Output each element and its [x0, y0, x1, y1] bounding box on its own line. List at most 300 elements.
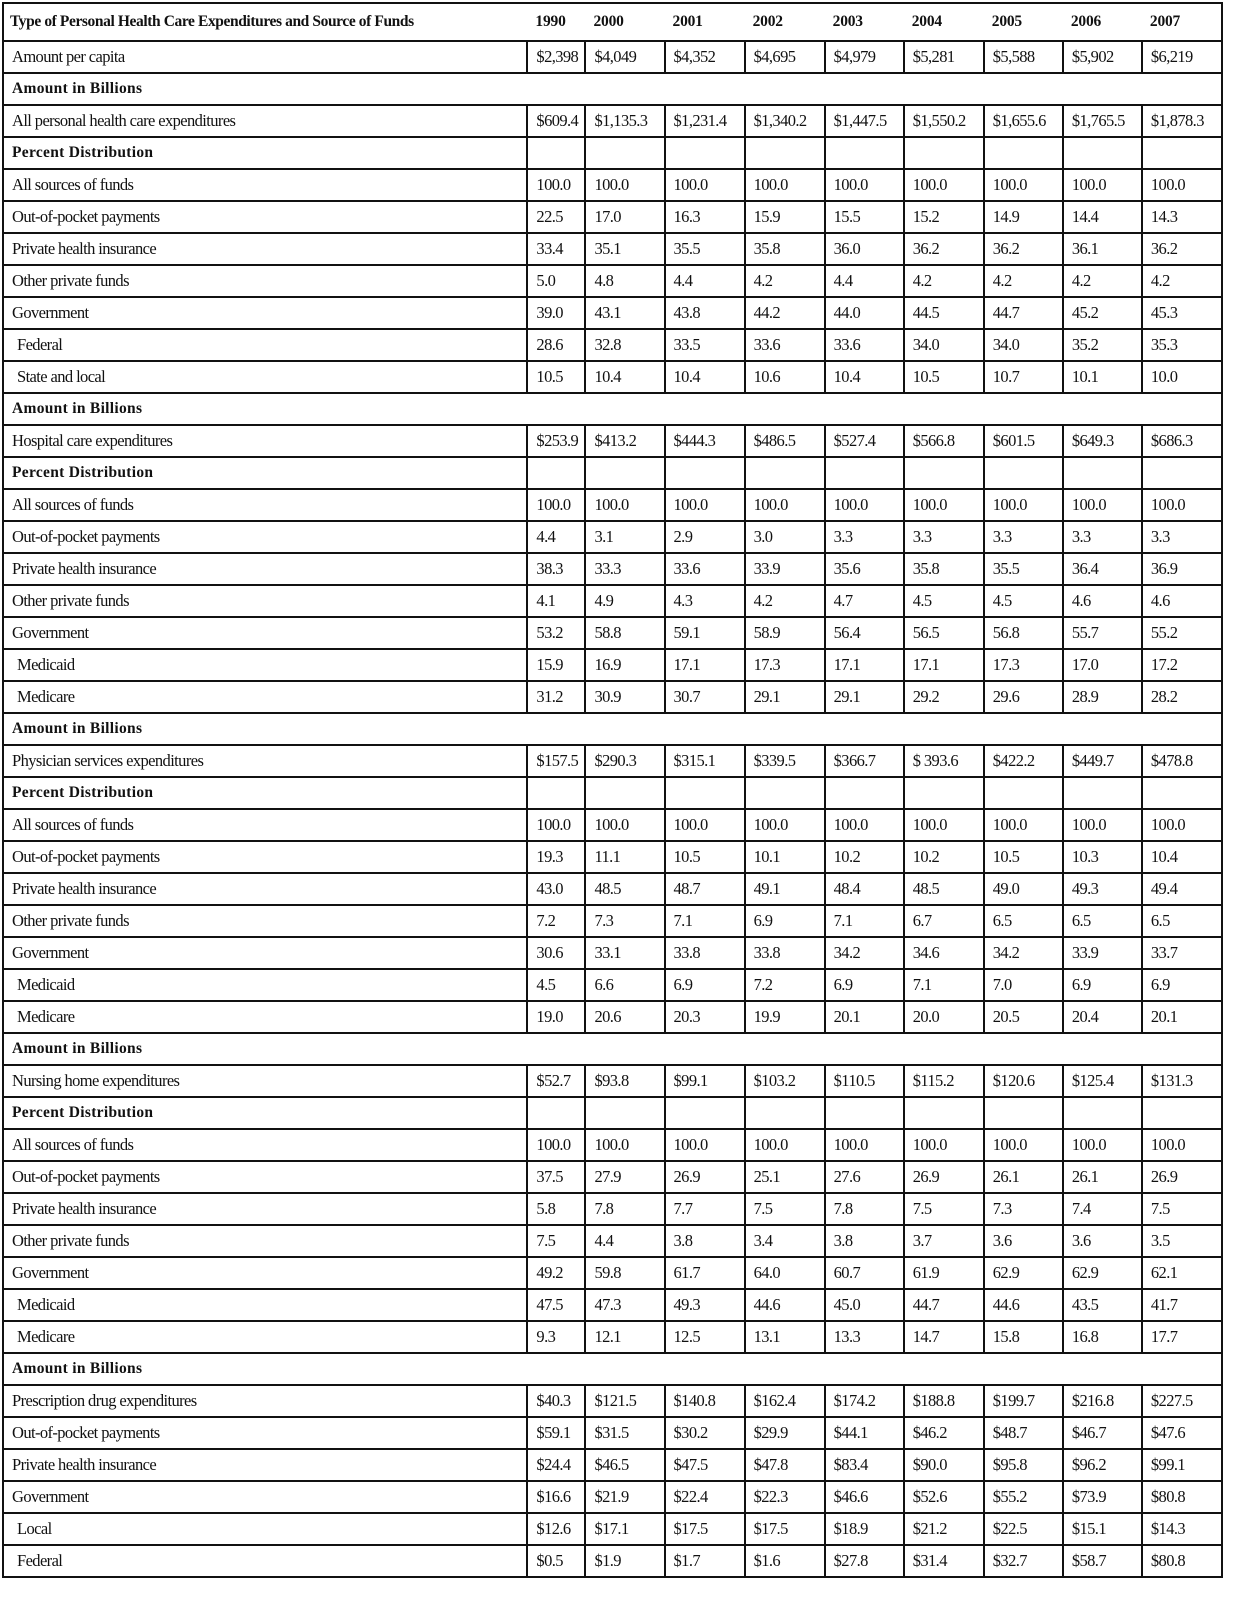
- section-header-row: [3, 1353, 1222, 1385]
- value-cell-2005: 10.5: [984, 841, 1063, 873]
- value-cell-2004: 26.9: [904, 1161, 984, 1193]
- value-cell-2003: 100.0: [825, 489, 904, 521]
- value-cell-2003: $366.7: [825, 745, 904, 777]
- column-header-year: 2004: [904, 3, 984, 41]
- value-cell-2004: 29.2: [904, 681, 984, 713]
- value-cell-2006: 16.8: [1063, 1321, 1142, 1353]
- value-cell-2000: $290.3: [585, 745, 664, 777]
- value-cell-2002: $103.2: [745, 1065, 825, 1097]
- value-cell-2004: $21.2: [904, 1513, 984, 1545]
- value-cell-2001: 4.3: [665, 585, 745, 617]
- value-cell-2002: 33.8: [745, 937, 825, 969]
- value-cell-1990: 28.6: [527, 329, 585, 361]
- value-cell-2005: $601.5: [984, 425, 1063, 457]
- value-cell-2000: 7.3: [585, 905, 664, 937]
- section-label: Amount in Billions: [3, 73, 527, 105]
- table-row: [3, 1449, 1222, 1481]
- value-cell-2007: 20.1: [1142, 1001, 1222, 1033]
- empty-cell: [527, 457, 585, 489]
- value-cell-1990: $40.3: [527, 1385, 585, 1417]
- section-header-row: [3, 73, 1222, 105]
- value-cell-2007: $47.6: [1142, 1417, 1222, 1449]
- column-header-year: 2002: [745, 3, 825, 41]
- value-cell-2002: 15.9: [745, 201, 825, 233]
- value-cell-2007: 45.3: [1142, 297, 1222, 329]
- value-cell-2003: $44.1: [825, 1417, 904, 1449]
- value-cell-1990: 100.0: [527, 1129, 585, 1161]
- value-cell-2000: 30.9: [585, 681, 664, 713]
- value-cell-2003: $46.6: [825, 1481, 904, 1513]
- value-cell-2004: 48.5: [904, 873, 984, 905]
- value-cell-2000: $121.5: [585, 1385, 664, 1417]
- empty-cell: [1063, 777, 1142, 809]
- value-cell-2006: 100.0: [1063, 169, 1142, 201]
- value-cell-2000: $21.9: [585, 1481, 664, 1513]
- value-cell-2006: $216.8: [1063, 1385, 1142, 1417]
- value-cell-2005: 34.2: [984, 937, 1063, 969]
- value-cell-2004: 3.3: [904, 521, 984, 553]
- value-cell-2000: 35.1: [585, 233, 664, 265]
- empty-cell: [665, 137, 745, 169]
- value-cell-2006: $1,765.5: [1063, 105, 1142, 137]
- column-header-year: 2007: [1142, 3, 1222, 41]
- table-row: [3, 265, 1222, 297]
- value-cell-2006: $5,902: [1063, 41, 1142, 73]
- value-cell-2001: $1,231.4: [665, 105, 745, 137]
- value-cell-2006: 3.6: [1063, 1225, 1142, 1257]
- table-row: [3, 521, 1222, 553]
- empty-cell: [904, 777, 984, 809]
- value-cell-2004: 100.0: [904, 489, 984, 521]
- value-cell-2002: $47.8: [745, 1449, 825, 1481]
- table-row: [3, 1257, 1222, 1289]
- value-cell-2002: 33.9: [745, 553, 825, 585]
- value-cell-2001: 7.1: [665, 905, 745, 937]
- value-cell-2000: 100.0: [585, 169, 664, 201]
- table-row: [3, 649, 1222, 681]
- value-cell-2003: 27.6: [825, 1161, 904, 1193]
- table-row: [3, 361, 1222, 393]
- value-cell-2005: 100.0: [984, 489, 1063, 521]
- value-cell-2005: 49.0: [984, 873, 1063, 905]
- value-cell-1990: 37.5: [527, 1161, 585, 1193]
- value-cell-2004: 4.5: [904, 585, 984, 617]
- value-cell-2005: 6.5: [984, 905, 1063, 937]
- value-cell-1990: $52.7: [527, 1065, 585, 1097]
- value-cell-2007: 17.2: [1142, 649, 1222, 681]
- row-label: All sources of funds: [3, 489, 527, 521]
- section-header-row: [3, 393, 1222, 425]
- empty-cell: [904, 137, 984, 169]
- value-cell-2003: 13.3: [825, 1321, 904, 1353]
- row-label: Medicare: [3, 1321, 527, 1353]
- subheader-label: Percent Distribution: [3, 137, 527, 169]
- value-cell-2005: 36.2: [984, 233, 1063, 265]
- value-cell-2002: 49.1: [745, 873, 825, 905]
- value-cell-2000: 4.8: [585, 265, 664, 297]
- value-cell-2001: 7.7: [665, 1193, 745, 1225]
- value-cell-2005: $199.7: [984, 1385, 1063, 1417]
- empty-cell: [527, 1097, 585, 1129]
- value-cell-1990: 5.0: [527, 265, 585, 297]
- table-row: [3, 1417, 1222, 1449]
- row-label: All sources of funds: [3, 1129, 527, 1161]
- value-cell-2003: 3.3: [825, 521, 904, 553]
- value-cell-2001: 43.8: [665, 297, 745, 329]
- empty-cell: [585, 1097, 664, 1129]
- value-cell-2000: $1,135.3: [585, 105, 664, 137]
- empty-cell: [585, 137, 664, 169]
- value-cell-1990: $24.4: [527, 1449, 585, 1481]
- empty-cell: [745, 137, 825, 169]
- value-cell-2004: $52.6: [904, 1481, 984, 1513]
- value-cell-1990: 100.0: [527, 809, 585, 841]
- table-row: [3, 969, 1222, 1001]
- row-label: Out-of-pocket payments: [3, 521, 527, 553]
- value-cell-2002: $17.5: [745, 1513, 825, 1545]
- value-cell-1990: 53.2: [527, 617, 585, 649]
- value-cell-2001: 4.4: [665, 265, 745, 297]
- value-cell-2001: $444.3: [665, 425, 745, 457]
- value-cell-2003: $4,979: [825, 41, 904, 73]
- value-cell-2004: 7.5: [904, 1193, 984, 1225]
- value-cell-2007: 36.2: [1142, 233, 1222, 265]
- value-cell-2004: 10.5: [904, 361, 984, 393]
- empty-cell: [1142, 777, 1222, 809]
- value-cell-1990: 15.9: [527, 649, 585, 681]
- value-cell-2006: 55.7: [1063, 617, 1142, 649]
- value-cell-2006: $15.1: [1063, 1513, 1142, 1545]
- value-cell-2002: $4,695: [745, 41, 825, 73]
- value-cell-1990: 100.0: [527, 489, 585, 521]
- column-header-year: 2003: [825, 3, 904, 41]
- value-cell-2006: 100.0: [1063, 489, 1142, 521]
- value-cell-2000: $1.9: [585, 1545, 664, 1577]
- table-row: [3, 1513, 1222, 1545]
- value-cell-2001: 26.9: [665, 1161, 745, 1193]
- value-cell-2007: 26.9: [1142, 1161, 1222, 1193]
- value-cell-2003: 34.2: [825, 937, 904, 969]
- value-cell-2007: $227.5: [1142, 1385, 1222, 1417]
- value-cell-2004: $5,281: [904, 41, 984, 73]
- value-cell-2007: 100.0: [1142, 809, 1222, 841]
- table-row: [3, 105, 1222, 137]
- value-cell-2005: 100.0: [984, 1129, 1063, 1161]
- value-cell-2000: 11.1: [585, 841, 664, 873]
- value-cell-2007: 55.2: [1142, 617, 1222, 649]
- table-row: [3, 873, 1222, 905]
- health-expenditures-table: [2, 2, 1223, 1578]
- value-cell-2000: 48.5: [585, 873, 664, 905]
- value-cell-2003: 100.0: [825, 169, 904, 201]
- value-cell-2006: 17.0: [1063, 649, 1142, 681]
- empty-cell: [1142, 1097, 1222, 1129]
- section-label: Amount in Billions: [3, 393, 527, 425]
- section-fill: [527, 393, 1222, 425]
- value-cell-2005: 100.0: [984, 169, 1063, 201]
- value-cell-2004: 10.2: [904, 841, 984, 873]
- table-row: [3, 297, 1222, 329]
- row-label: Out-of-pocket payments: [3, 1161, 527, 1193]
- value-cell-2006: 3.3: [1063, 521, 1142, 553]
- value-cell-2001: $99.1: [665, 1065, 745, 1097]
- value-cell-2007: 4.2: [1142, 265, 1222, 297]
- value-cell-1990: $12.6: [527, 1513, 585, 1545]
- value-cell-1990: 100.0: [527, 169, 585, 201]
- value-cell-2003: 4.7: [825, 585, 904, 617]
- value-cell-2002: $339.5: [745, 745, 825, 777]
- value-cell-2003: 33.6: [825, 329, 904, 361]
- value-cell-1990: $2,398: [527, 41, 585, 73]
- value-cell-2003: 20.1: [825, 1001, 904, 1033]
- value-cell-2004: 100.0: [904, 1129, 984, 1161]
- value-cell-2003: $174.2: [825, 1385, 904, 1417]
- value-cell-1990: 4.5: [527, 969, 585, 1001]
- section-fill: [527, 73, 1222, 105]
- value-cell-1990: $0.5: [527, 1545, 585, 1577]
- empty-cell: [984, 457, 1063, 489]
- value-cell-2006: 36.1: [1063, 233, 1142, 265]
- row-label: All sources of funds: [3, 169, 527, 201]
- value-cell-2007: $131.3: [1142, 1065, 1222, 1097]
- empty-cell: [1063, 1097, 1142, 1129]
- value-cell-2001: 12.5: [665, 1321, 745, 1353]
- value-cell-2005: 4.5: [984, 585, 1063, 617]
- table-row: [3, 1545, 1222, 1577]
- value-cell-2006: 10.3: [1063, 841, 1142, 873]
- value-cell-2003: 56.4: [825, 617, 904, 649]
- value-cell-1990: 33.4: [527, 233, 585, 265]
- value-cell-2003: 3.8: [825, 1225, 904, 1257]
- value-cell-2002: 6.9: [745, 905, 825, 937]
- value-cell-2000: 10.4: [585, 361, 664, 393]
- value-cell-2007: 4.6: [1142, 585, 1222, 617]
- value-cell-2006: 62.9: [1063, 1257, 1142, 1289]
- table-row: [3, 1129, 1222, 1161]
- section-label: Amount in Billions: [3, 1033, 527, 1065]
- section-fill: [527, 1353, 1222, 1385]
- value-cell-2003: 36.0: [825, 233, 904, 265]
- value-cell-2007: 3.3: [1142, 521, 1222, 553]
- value-cell-2001: $1.7: [665, 1545, 745, 1577]
- value-cell-2006: 45.2: [1063, 297, 1142, 329]
- value-cell-2002: 13.1: [745, 1321, 825, 1353]
- value-cell-2005: 3.6: [984, 1225, 1063, 1257]
- value-cell-2007: $478.8: [1142, 745, 1222, 777]
- value-cell-2006: 100.0: [1063, 809, 1142, 841]
- value-cell-2003: 15.5: [825, 201, 904, 233]
- subheader-label: Percent Distribution: [3, 1097, 527, 1129]
- value-cell-2004: 34.6: [904, 937, 984, 969]
- value-cell-2002: 100.0: [745, 809, 825, 841]
- value-cell-2007: 6.9: [1142, 969, 1222, 1001]
- value-cell-2000: $46.5: [585, 1449, 664, 1481]
- table-row: [3, 553, 1222, 585]
- empty-cell: [984, 1097, 1063, 1129]
- empty-cell: [527, 777, 585, 809]
- value-cell-2001: 16.3: [665, 201, 745, 233]
- value-cell-1990: 7.5: [527, 1225, 585, 1257]
- value-cell-2002: $486.5: [745, 425, 825, 457]
- value-cell-2006: 7.4: [1063, 1193, 1142, 1225]
- section-header-row: [3, 1033, 1222, 1065]
- value-cell-2001: 49.3: [665, 1289, 745, 1321]
- table-row: [3, 1289, 1222, 1321]
- row-label: Government: [3, 1257, 527, 1289]
- value-cell-2004: 34.0: [904, 329, 984, 361]
- value-cell-2002: $162.4: [745, 1385, 825, 1417]
- empty-cell: [745, 457, 825, 489]
- row-label: Federal: [3, 1545, 527, 1577]
- value-cell-2004: 14.7: [904, 1321, 984, 1353]
- row-label: Private health insurance: [3, 873, 527, 905]
- value-cell-2007: 7.5: [1142, 1193, 1222, 1225]
- value-cell-2007: $99.1: [1142, 1449, 1222, 1481]
- table-row: [3, 745, 1222, 777]
- value-cell-2004: $566.8: [904, 425, 984, 457]
- value-cell-2004: $ 393.6: [904, 745, 984, 777]
- value-cell-2007: 49.4: [1142, 873, 1222, 905]
- value-cell-1990: $157.5: [527, 745, 585, 777]
- value-cell-2003: 10.4: [825, 361, 904, 393]
- row-label: Nursing home expenditures: [3, 1065, 527, 1097]
- row-label: Medicare: [3, 681, 527, 713]
- value-cell-2002: $29.9: [745, 1417, 825, 1449]
- value-cell-2005: 7.0: [984, 969, 1063, 1001]
- row-label: Local: [3, 1513, 527, 1545]
- table-row: [3, 1321, 1222, 1353]
- value-cell-2004: 15.2: [904, 201, 984, 233]
- row-label: Federal: [3, 329, 527, 361]
- value-cell-2003: 35.6: [825, 553, 904, 585]
- value-cell-2006: $58.7: [1063, 1545, 1142, 1577]
- table-header-row: [3, 3, 1222, 41]
- value-cell-2005: 44.7: [984, 297, 1063, 329]
- value-cell-2003: 10.2: [825, 841, 904, 873]
- value-cell-2000: 4.4: [585, 1225, 664, 1257]
- value-cell-2007: 3.5: [1142, 1225, 1222, 1257]
- value-cell-2005: $32.7: [984, 1545, 1063, 1577]
- value-cell-1990: 47.5: [527, 1289, 585, 1321]
- value-cell-2000: 43.1: [585, 297, 664, 329]
- row-label: Private health insurance: [3, 233, 527, 265]
- value-cell-2001: 100.0: [665, 1129, 745, 1161]
- value-cell-1990: 4.4: [527, 521, 585, 553]
- value-cell-2006: 14.4: [1063, 201, 1142, 233]
- value-cell-2000: 32.8: [585, 329, 664, 361]
- value-cell-2000: 33.1: [585, 937, 664, 969]
- value-cell-2005: $48.7: [984, 1417, 1063, 1449]
- value-cell-2007: 100.0: [1142, 489, 1222, 521]
- value-cell-2000: 59.8: [585, 1257, 664, 1289]
- value-cell-2003: $18.9: [825, 1513, 904, 1545]
- table-body: [3, 41, 1222, 1577]
- value-cell-2003: 17.1: [825, 649, 904, 681]
- value-cell-2004: $90.0: [904, 1449, 984, 1481]
- section-fill: [527, 1033, 1222, 1065]
- value-cell-2002: 7.5: [745, 1193, 825, 1225]
- value-cell-2002: 44.2: [745, 297, 825, 329]
- value-cell-1990: 10.5: [527, 361, 585, 393]
- value-cell-2002: $22.3: [745, 1481, 825, 1513]
- table-row: [3, 905, 1222, 937]
- value-cell-2005: $120.6: [984, 1065, 1063, 1097]
- empty-cell: [585, 777, 664, 809]
- value-cell-2004: $31.4: [904, 1545, 984, 1577]
- column-header-year: 1990: [527, 3, 585, 41]
- row-label: Medicaid: [3, 969, 527, 1001]
- value-cell-2002: 33.6: [745, 329, 825, 361]
- section-label: Amount in Billions: [3, 713, 527, 745]
- value-cell-2000: 12.1: [585, 1321, 664, 1353]
- value-cell-2005: 56.8: [984, 617, 1063, 649]
- value-cell-2007: 100.0: [1142, 169, 1222, 201]
- value-cell-2001: 3.8: [665, 1225, 745, 1257]
- value-cell-2005: $422.2: [984, 745, 1063, 777]
- value-cell-2001: 10.5: [665, 841, 745, 873]
- value-cell-2005: 7.3: [984, 1193, 1063, 1225]
- value-cell-2000: 16.9: [585, 649, 664, 681]
- value-cell-1990: 4.1: [527, 585, 585, 617]
- value-cell-2005: 35.5: [984, 553, 1063, 585]
- value-cell-2006: $96.2: [1063, 1449, 1142, 1481]
- row-label: All personal health care expenditures: [3, 105, 527, 137]
- value-cell-2007: 35.3: [1142, 329, 1222, 361]
- row-label: Other private funds: [3, 905, 527, 937]
- value-cell-2004: 3.7: [904, 1225, 984, 1257]
- value-cell-2002: 7.2: [745, 969, 825, 1001]
- value-cell-1990: 22.5: [527, 201, 585, 233]
- value-cell-2000: $31.5: [585, 1417, 664, 1449]
- table-row: [3, 329, 1222, 361]
- section-label: Amount in Billions: [3, 1353, 527, 1385]
- empty-cell: [825, 1097, 904, 1129]
- empty-cell: [1142, 137, 1222, 169]
- value-cell-2002: 17.3: [745, 649, 825, 681]
- value-cell-2006: 35.2: [1063, 329, 1142, 361]
- value-cell-2000: 3.1: [585, 521, 664, 553]
- row-label: Other private funds: [3, 585, 527, 617]
- row-label: Government: [3, 1481, 527, 1513]
- value-cell-2002: 3.0: [745, 521, 825, 553]
- value-cell-2005: 100.0: [984, 809, 1063, 841]
- value-cell-2004: $115.2: [904, 1065, 984, 1097]
- row-label: Other private funds: [3, 1225, 527, 1257]
- value-cell-1990: $16.6: [527, 1481, 585, 1513]
- value-cell-2003: 29.1: [825, 681, 904, 713]
- value-cell-2000: $17.1: [585, 1513, 664, 1545]
- empty-cell: [825, 777, 904, 809]
- table-row: [3, 1065, 1222, 1097]
- value-cell-2002: 19.9: [745, 1001, 825, 1033]
- value-cell-2004: 6.7: [904, 905, 984, 937]
- value-cell-2007: 62.1: [1142, 1257, 1222, 1289]
- value-cell-2000: 47.3: [585, 1289, 664, 1321]
- value-cell-2007: 41.7: [1142, 1289, 1222, 1321]
- value-cell-2005: 26.1: [984, 1161, 1063, 1193]
- value-cell-2005: 62.9: [984, 1257, 1063, 1289]
- value-cell-2001: 2.9: [665, 521, 745, 553]
- row-label: Medicare: [3, 1001, 527, 1033]
- value-cell-2005: $5,588: [984, 41, 1063, 73]
- value-cell-2004: $46.2: [904, 1417, 984, 1449]
- value-cell-2006: 10.1: [1063, 361, 1142, 393]
- value-cell-2001: 10.4: [665, 361, 745, 393]
- empty-cell: [904, 1097, 984, 1129]
- value-cell-2005: 29.6: [984, 681, 1063, 713]
- value-cell-1990: 31.2: [527, 681, 585, 713]
- subheader-label: Percent Distribution: [3, 777, 527, 809]
